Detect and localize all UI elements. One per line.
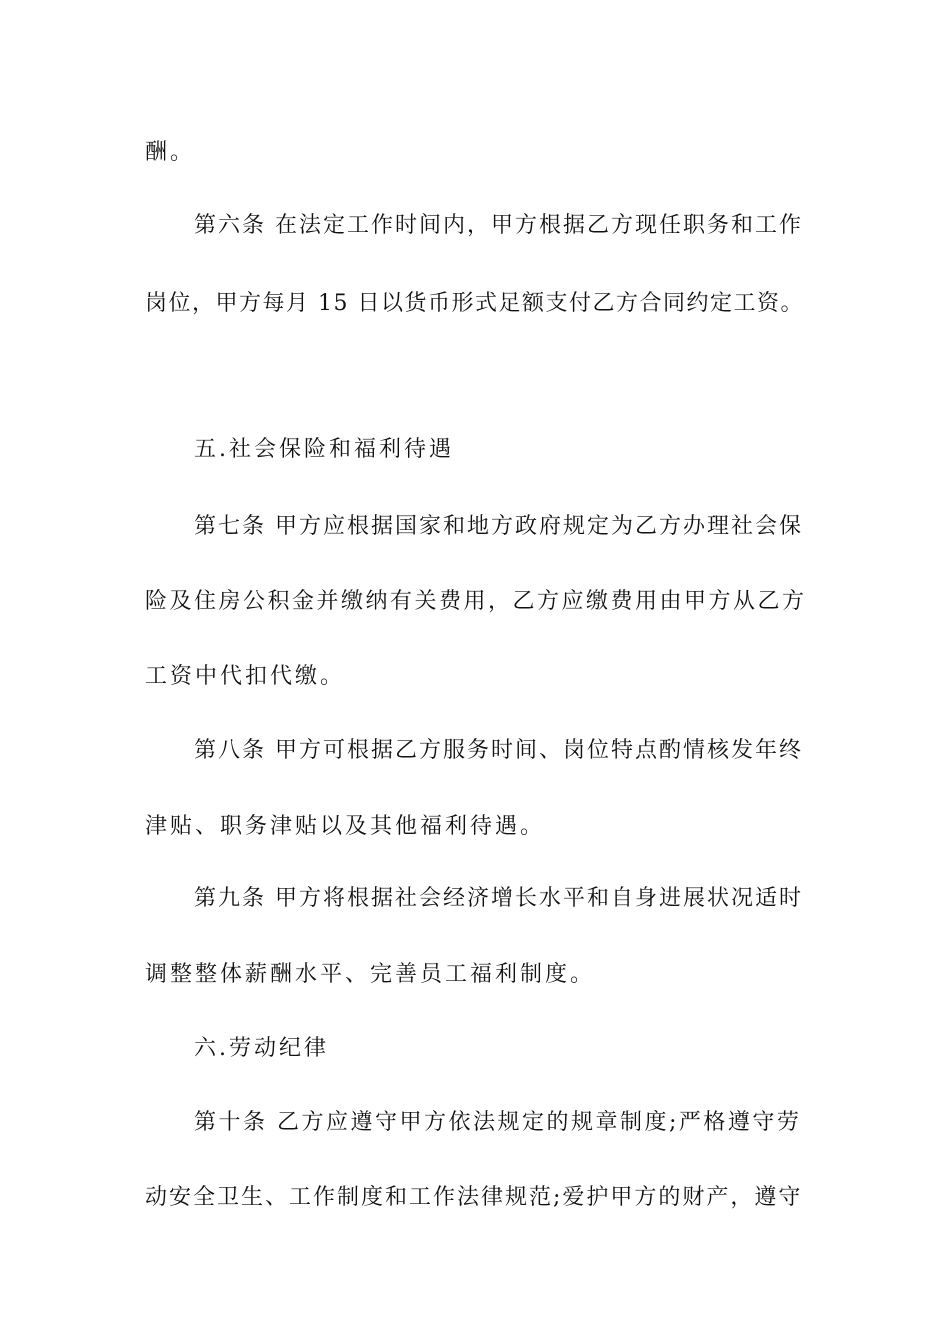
article-6-line-2: 岗位，甲方每月 15 日以货币形式足额支付乙方合同约定工资。 <box>145 291 804 316</box>
article-6-line-1: 第六条 在法定工作时间内，甲方根据乙方现任职务和工作 <box>194 213 803 238</box>
article-8-line-2: 津贴、职务津贴以及其他福利待遇。 <box>145 814 546 839</box>
article-8-line-1: 第八条 甲方可根据乙方服务时间、岗位特点酌情核发年终 <box>194 738 803 763</box>
text-line: 酬。 <box>145 140 196 165</box>
article-10-line-2: 动安全卫生、工作制度和工作法律规范;爱护甲方的财产，遵守 <box>145 1185 803 1210</box>
article-7-line-2: 险及住房公积金并缴纳有关费用，乙方应缴费用由甲方从乙方 <box>145 589 807 614</box>
article-10-line-1: 第十条 乙方应遵守甲方依法规定的规章制度;严格遵守劳 <box>194 1110 802 1135</box>
article-9-line-2: 调整整体薪酬水平、完善员工福利制度。 <box>145 962 596 987</box>
article-7-line-1: 第七条 甲方应根据国家和地方政府规定为乙方办理社会保 <box>194 514 803 539</box>
section-6-heading: 六.劳动纪律 <box>194 1036 329 1061</box>
article-9-line-1: 第九条 甲方将根据社会经济增长水平和自身进展状况适时 <box>194 886 803 911</box>
article-7-line-3: 工资中代扣代缴。 <box>145 664 346 689</box>
section-5-heading: 五.社会保险和福利待遇 <box>194 437 454 462</box>
